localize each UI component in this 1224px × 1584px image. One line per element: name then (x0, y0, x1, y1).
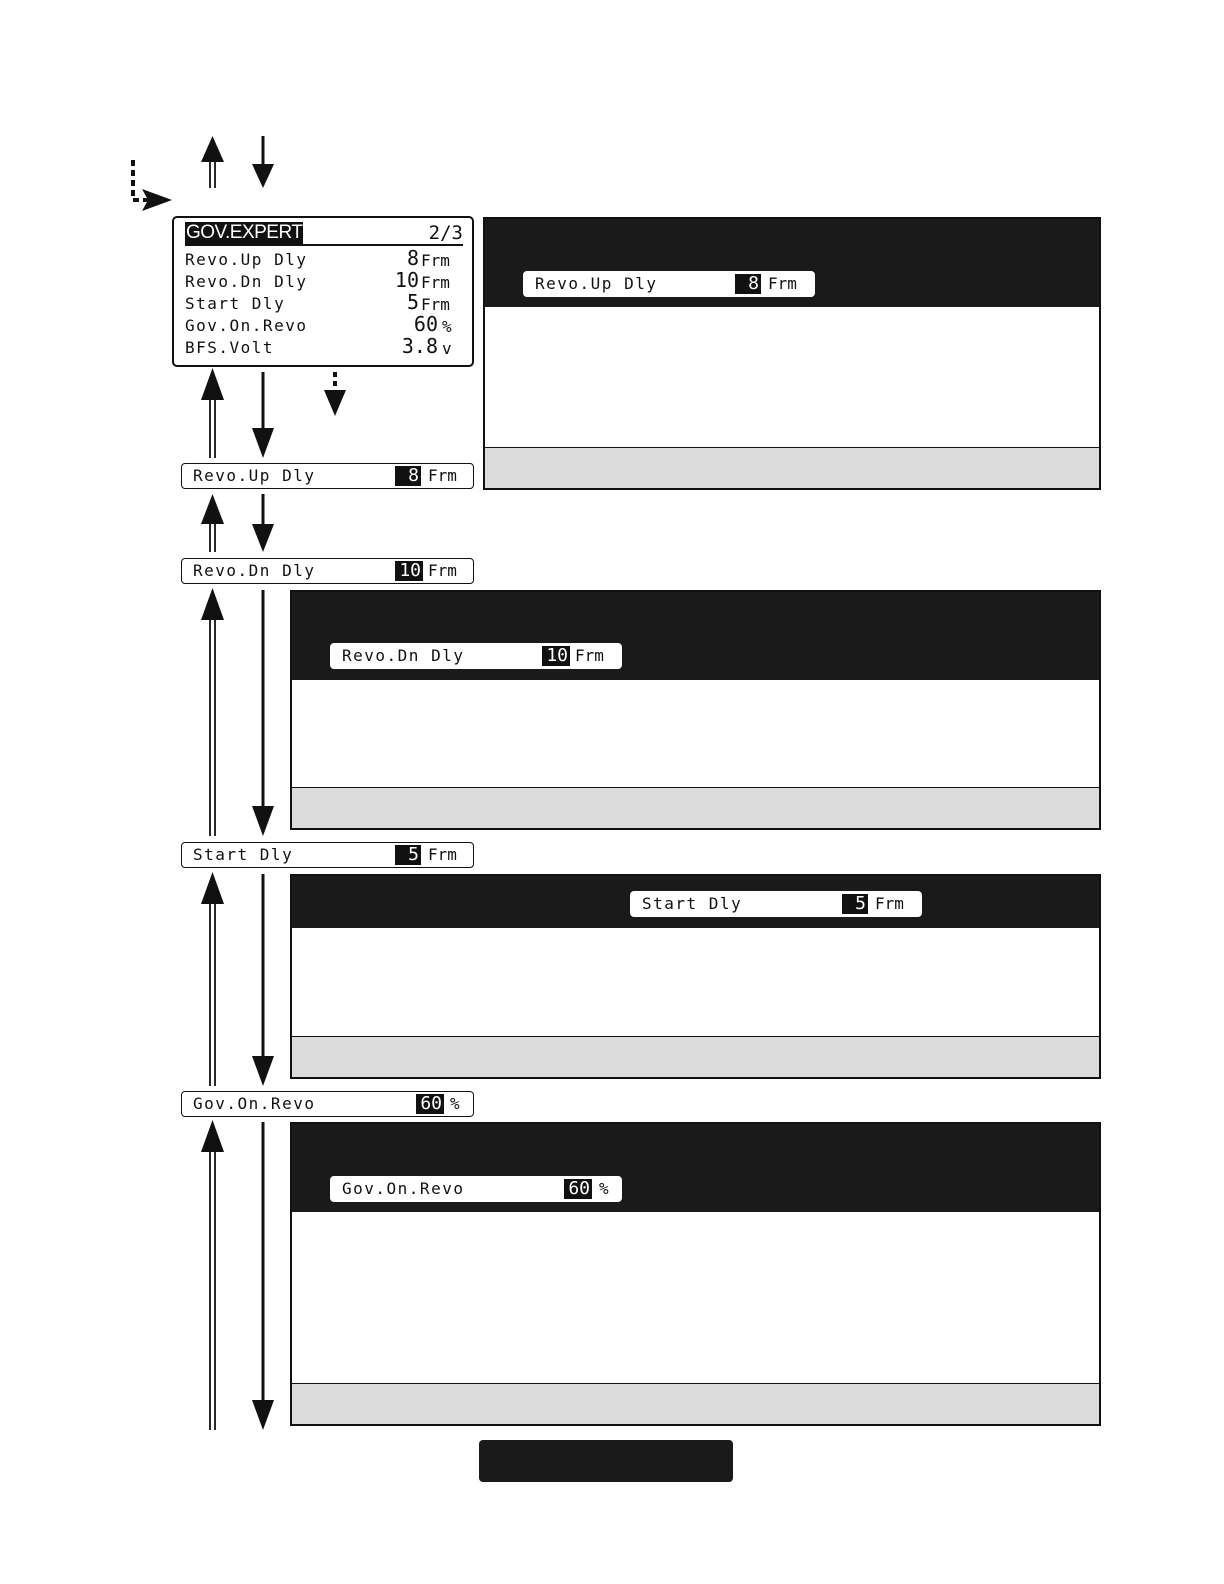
row-value: 8 (406, 246, 419, 270)
setting-value: 10 (395, 561, 423, 581)
setting-value: 10 (542, 646, 570, 666)
lcd-line-gov-on-revo[interactable] (181, 1091, 474, 1117)
up-arrow-4 (201, 872, 224, 1086)
setting-label: Start Dly (642, 894, 743, 913)
down-arrow-2 (252, 494, 274, 552)
menu-row-revo-dn[interactable] (185, 268, 463, 293)
lcd-line-gov-on-revo-detail (330, 1176, 622, 1202)
panel-header (292, 592, 1099, 680)
panel-footer (292, 787, 1099, 828)
row-label: Start Dly (185, 294, 286, 313)
setting-value: 8 (395, 466, 421, 486)
setting-unit: Frm (428, 845, 457, 864)
row-label: Revo.Dn Dly (185, 272, 308, 291)
page-footer-bar (479, 1440, 733, 1482)
panel-header (292, 876, 1099, 928)
row-unit: v (442, 339, 452, 358)
up-arrow-top (201, 136, 224, 188)
gov-expert-screen (172, 216, 474, 367)
setting-unit: Frm (428, 466, 457, 485)
lcd-line-revo-up[interactable] (181, 463, 474, 489)
page-indicator: 2/3 (428, 222, 463, 244)
setting-unit: Frm (768, 274, 797, 293)
panel-footer (292, 1383, 1099, 1424)
panel-header (485, 219, 1099, 307)
setting-unit: % (599, 1179, 609, 1198)
down-arrow-5 (252, 1122, 274, 1430)
setting-label: Gov.On.Revo (342, 1179, 465, 1198)
setting-label: Start Dly (193, 845, 294, 864)
setting-unit: Frm (575, 646, 604, 665)
panel-footer (292, 1036, 1099, 1077)
setting-unit: % (450, 1094, 460, 1113)
row-value: 5 (406, 290, 419, 314)
lcd-line-revo-dn-detail (330, 643, 622, 669)
setting-label: Revo.Dn Dly (193, 561, 316, 580)
up-arrow-2 (201, 494, 224, 552)
screen-title: GOV.EXPERT (186, 222, 303, 243)
entry-dotted-arrow (133, 160, 172, 211)
row-label: Gov.On.Revo (185, 316, 308, 335)
info-panel-revo-dn (290, 590, 1101, 830)
down-arrow-top (252, 136, 274, 188)
setting-label: Revo.Up Dly (193, 466, 316, 485)
menu-row-bfs-volt[interactable] (185, 334, 463, 359)
row-unit: Frm (421, 295, 450, 314)
setting-label: Gov.On.Revo (193, 1094, 316, 1113)
up-arrow-5 (201, 1120, 224, 1430)
setting-value: 60 (416, 1094, 444, 1114)
setting-value: 60 (564, 1179, 592, 1199)
info-panel-start-dly (290, 874, 1101, 1079)
setting-label: Revo.Dn Dly (342, 646, 465, 665)
setting-label: Revo.Up Dly (535, 274, 658, 293)
dotted-down-arrow (324, 372, 346, 416)
row-label: Revo.Up Dly (185, 250, 308, 269)
setting-unit: Frm (428, 561, 457, 580)
row-value: 60 (413, 312, 438, 336)
row-unit: Frm (421, 273, 450, 292)
row-unit: Frm (421, 251, 450, 270)
up-arrow-1 (201, 368, 224, 458)
panel-header (292, 1124, 1099, 1212)
lcd-line-start-dly-detail (630, 891, 922, 917)
row-value: 3.8 (401, 334, 438, 358)
row-unit: % (442, 317, 452, 336)
setting-value: 8 (735, 274, 761, 294)
menu-row-revo-up[interactable] (185, 246, 463, 271)
info-panel-revo-up (483, 217, 1101, 490)
row-value: 10 (394, 268, 419, 292)
setting-value: 5 (842, 894, 868, 914)
screen-title-bar (185, 222, 463, 246)
setting-value: 5 (395, 845, 421, 865)
down-arrow-1 (252, 372, 274, 458)
down-arrow-4 (252, 874, 274, 1086)
setting-unit: Frm (875, 894, 904, 913)
lcd-line-revo-dn[interactable] (181, 558, 474, 584)
row-label: BFS.Volt (185, 338, 275, 357)
up-arrow-3 (201, 588, 224, 836)
lcd-line-start-dly[interactable] (181, 842, 474, 868)
lcd-line-revo-up-detail (523, 271, 815, 297)
panel-footer (485, 447, 1099, 488)
info-panel-gov-on-revo (290, 1122, 1101, 1426)
down-arrow-3 (252, 590, 274, 836)
